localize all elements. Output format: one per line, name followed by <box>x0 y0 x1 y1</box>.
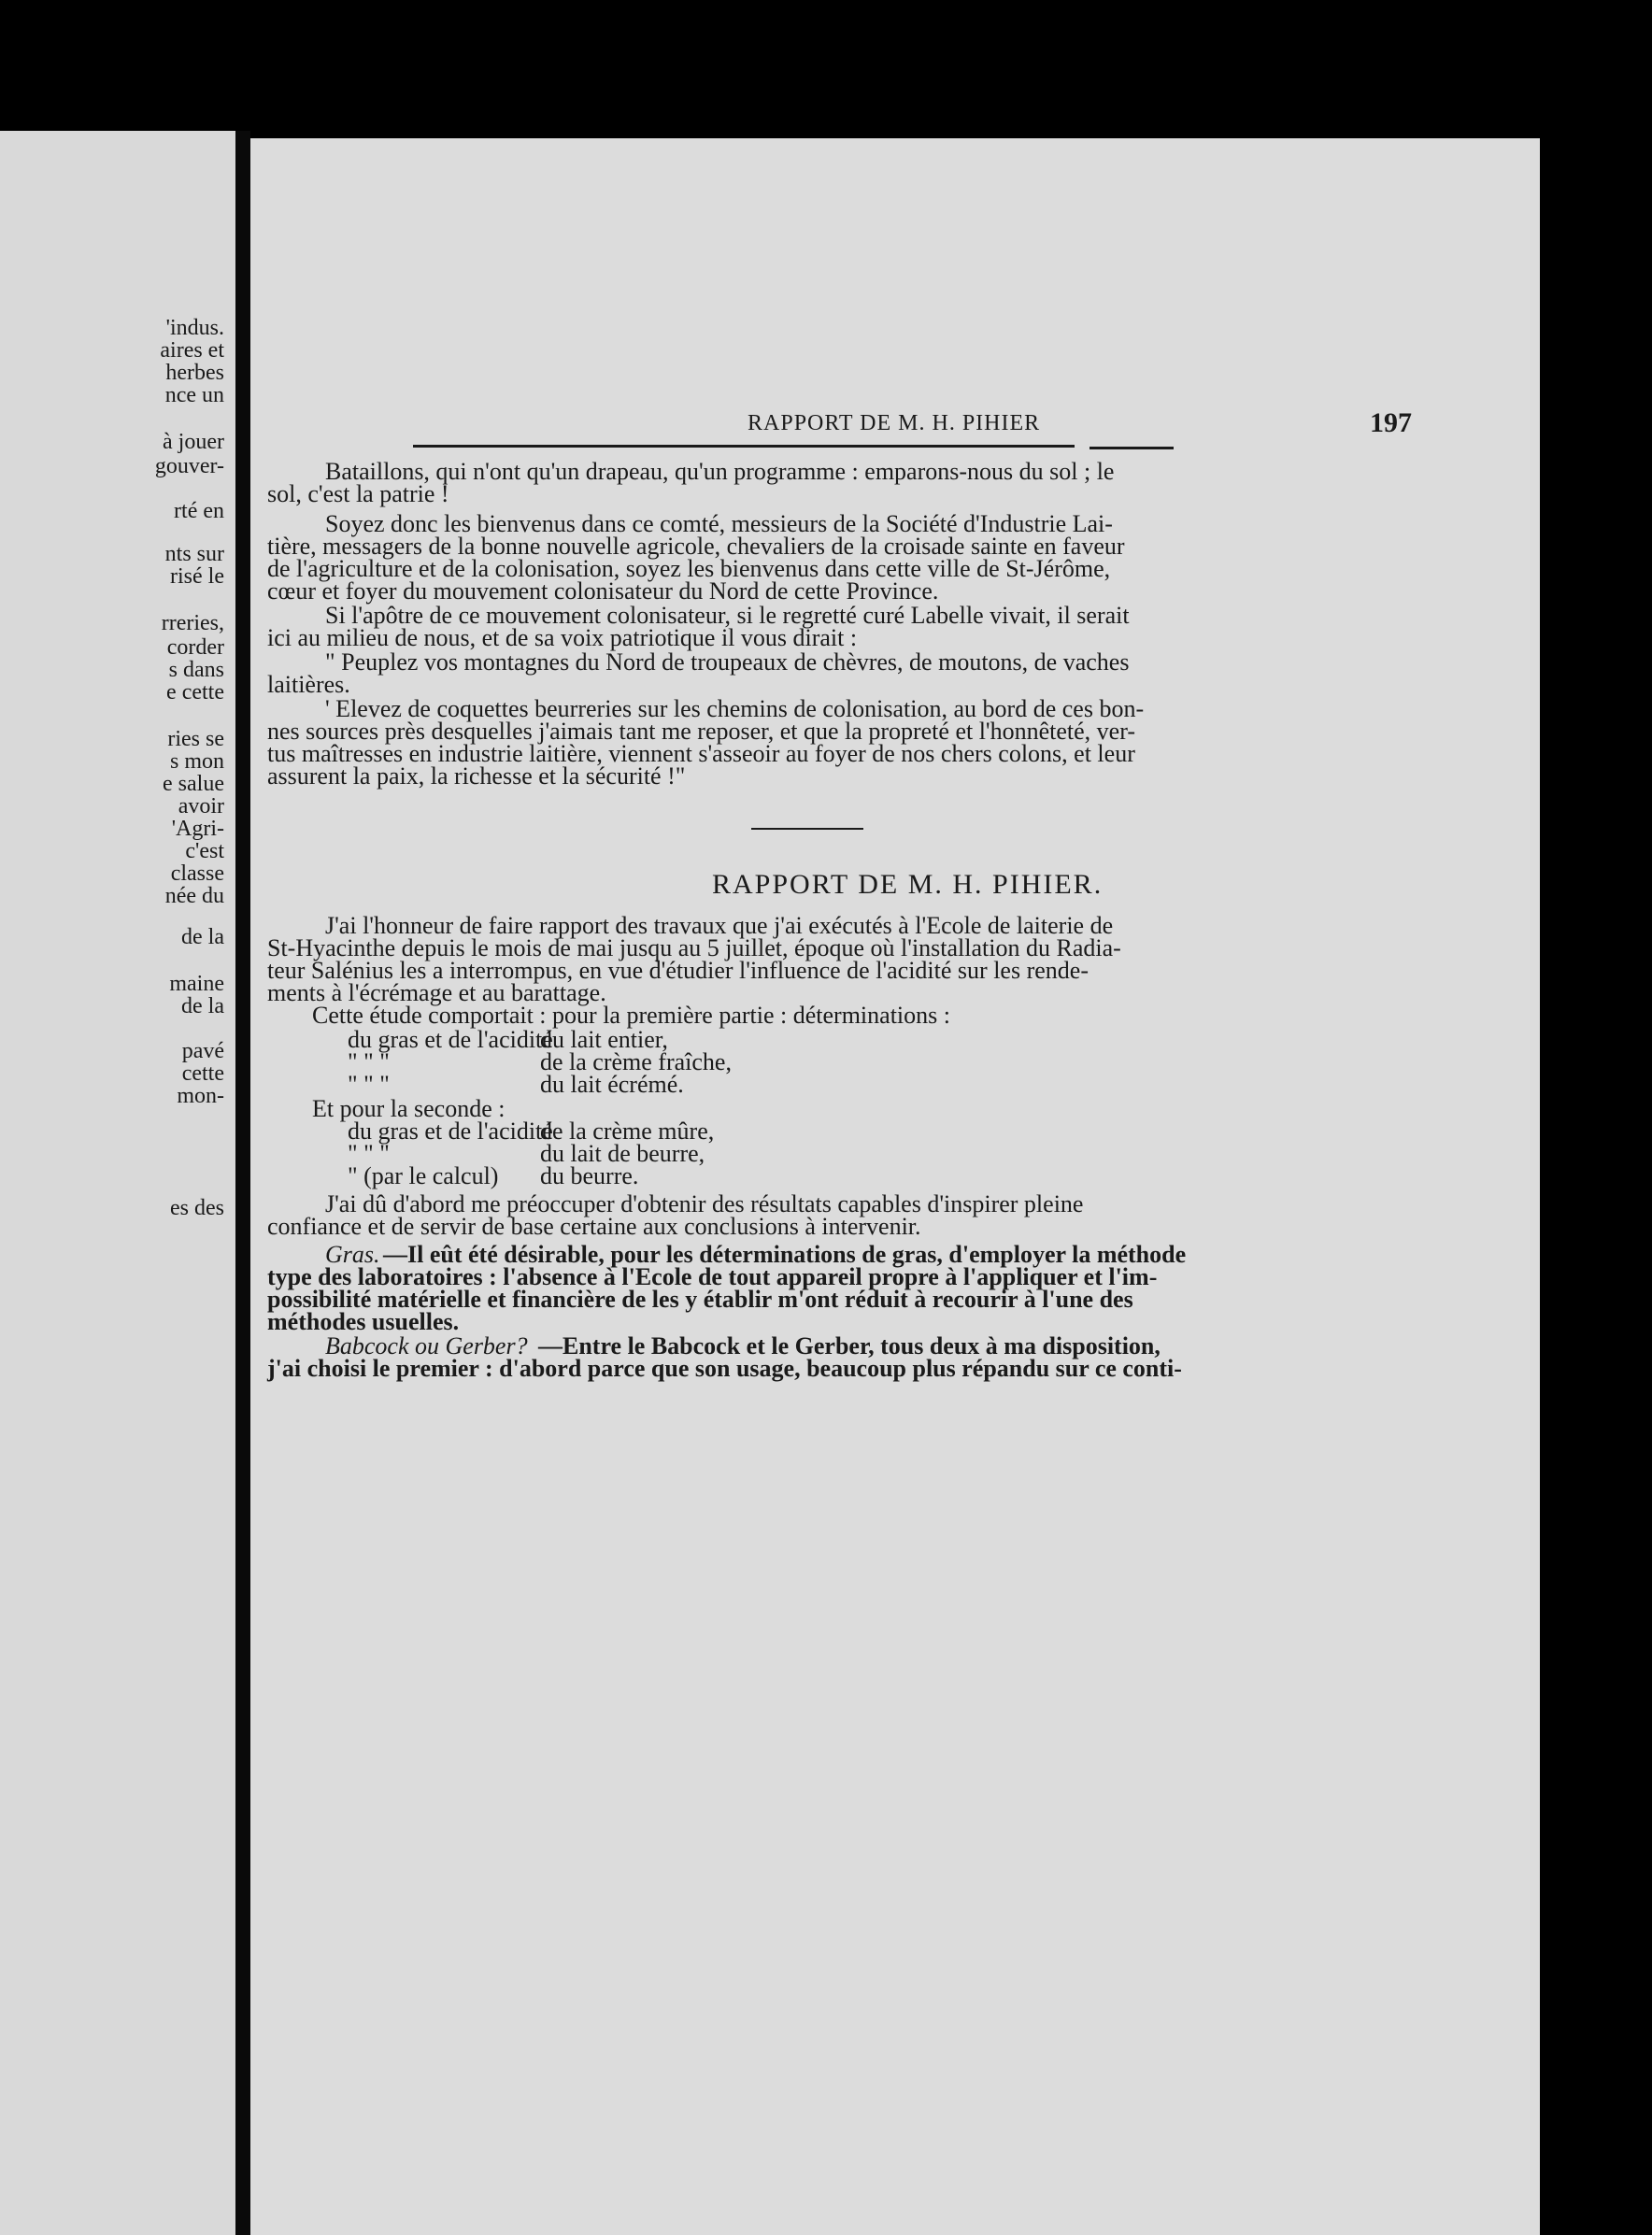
left-page-fragment-line: es des <box>170 1196 224 1220</box>
book-gutter <box>235 131 250 2235</box>
running-head: RAPPORT DE M. H. PIHIER <box>748 411 1041 435</box>
report-title: RAPPORT DE M. H. PIHIER. <box>712 869 1104 900</box>
text-line: du gras et de l'acidité <box>348 1118 553 1145</box>
left-page-fragment-line: nce un <box>164 383 224 407</box>
text-line: —Entre le Babcock et le Gerber, tous deux à ma disposition, <box>538 1332 1161 1360</box>
text-line: du beurre. <box>540 1162 639 1189</box>
text-line: " (par le calcul) <box>348 1162 499 1189</box>
text-line: Soyez donc les bienvenus dans ce comté, messieurs de la Société d'Industrie Lai- <box>325 510 1113 537</box>
left-page-fragment-line: s mon <box>169 749 224 774</box>
text-line: de la crème mûre, <box>540 1118 715 1145</box>
text-line: ' Elevez de coquettes beurreries sur les chemins de colonisation, au bord de ces bon- <box>325 695 1145 722</box>
text-line: J'ai dû d'abord me préoccuper d'obtenir des résultats capables d'inspirer pleine <box>325 1190 1084 1217</box>
left-page-fragment-line: risé le <box>170 564 224 589</box>
text-line: Bataillons, qui n'ont qu'un drapeau, qu'un programme : emparons-nous du sol ; le <box>325 458 1115 485</box>
left-page-fragment-line: à jouer <box>163 430 224 454</box>
left-page-fragment-line: mon- <box>177 1084 224 1108</box>
left-page-fragment <box>0 131 235 2235</box>
left-page-fragment-line: avoir <box>178 794 224 819</box>
text-line: j'ai choisi le premier : d'abord parce que son usage, beaucoup plus répandu sur ce conti- <box>267 1355 1182 1382</box>
text-line: —Il eût été désirable, pour les déterminations de gras, d'employer la méthode <box>383 1241 1187 1268</box>
text-line: ici au milieu de nous, et de sa voix patriotique il vous dirait : <box>267 624 858 651</box>
text-line: de la crème fraîche, <box>540 1048 732 1075</box>
left-page-fragment-line: aires et <box>160 338 224 363</box>
left-page-fragment-line: s dans <box>168 658 224 682</box>
text-line: " Peuplez vos montagnes du Nord de troupeaux de chèvres, de moutons, de vaches <box>325 648 1130 676</box>
text-line: tus maîtresses en industrie laitière, viennent s'asseoir au foyer de nos chers colons, et leur <box>267 740 1135 767</box>
text-line: possibilité matérielle et financière de les y établir m'ont réduit à recourir à l'une des <box>267 1286 1133 1313</box>
left-page-fragment-line: c'est <box>185 839 224 863</box>
text-line: du lait de beurre, <box>540 1140 705 1167</box>
page-number: 197 <box>1370 407 1412 438</box>
text-line: laitières. <box>267 671 350 698</box>
text-line: sol, c'est la patrie ! <box>267 480 449 507</box>
text-line: Cette étude comportait : pour la première partie : déterminations : <box>312 1002 950 1029</box>
left-page-fragment-line: e salue <box>163 772 224 796</box>
left-page-fragment-line: pavé <box>181 1039 224 1063</box>
text-line: cœur et foyer du mouvement colonisateur du Nord de cette Province. <box>267 577 939 605</box>
text-line: confiance et de servir de base certaine aux conclusions à intervenir. <box>267 1213 921 1240</box>
left-page-fragment-line: 'Agri- <box>171 817 224 841</box>
left-page-fragment-line: de la <box>181 994 224 1018</box>
text-line: " " " <box>348 1140 390 1167</box>
text-line: Babcock ou Gerber? <box>325 1332 528 1360</box>
text-line: Et pour la seconde : <box>312 1095 506 1122</box>
left-page-fragment-line: nts sur <box>164 542 224 566</box>
text-line: méthodes usuelles. <box>267 1308 460 1335</box>
text-line: J'ai l'honneur de faire rapport des travaux que j'ai exécutés à l'Ecole de laiterie de <box>325 912 1114 939</box>
left-page-fragment-line: 'indus. <box>165 316 224 340</box>
text-line: type des laboratoires : l'absence à l'Ecole de tout appareil propre à l'appliquer et l'im- <box>267 1263 1158 1290</box>
text-line: " " " <box>348 1048 390 1075</box>
text-line: ments à l'écrémage et au barattage. <box>267 979 606 1006</box>
left-page-fragment-line: gouver- <box>154 454 224 478</box>
left-page-fragment-line: maine <box>169 972 224 996</box>
text-line: du lait écrémé. <box>540 1071 684 1098</box>
right-page <box>250 138 1540 2235</box>
text-line: Gras. <box>325 1241 380 1268</box>
text-line: Si l'apôtre de ce mouvement colonisateur, si le regretté curé Labelle vivait, il serait <box>325 602 1130 629</box>
left-page-fragment-line: rreries, <box>161 611 224 635</box>
text-line: tière, messagers de la bonne nouvelle agricole, chevaliers de la croisade sainte en faveur <box>267 533 1125 560</box>
left-page-fragment-line: rté en <box>174 499 224 523</box>
header-rule <box>413 445 1075 448</box>
text-line: de l'agriculture et de la colonisation, soyez les bienvenus dans cette ville de St-Jérôme, <box>267 555 1111 582</box>
left-page-fragment-line: née du <box>164 884 224 908</box>
left-page-fragment-line: e cette <box>166 680 224 705</box>
text-line: teur Salénius les a interrompus, en vue d'étudier l'influence de l'acidité sur les rende- <box>267 957 1089 984</box>
text-line: nes sources près desquelles j'aimais tant me reposer, et que la propreté et l'honnêteté, ver- <box>267 718 1136 745</box>
text-line: " " " <box>348 1071 390 1098</box>
left-page-fragment-line: corder <box>166 635 224 660</box>
text-line: du lait entier, <box>540 1026 668 1053</box>
section-divider <box>751 828 863 830</box>
text-line: St-Hyacinthe depuis le mois de mai jusqu au 5 juillet, époque où l'installation du Radia- <box>267 934 1121 961</box>
text-line: assurent la paix, la richesse et la sécurité !" <box>267 762 686 790</box>
left-page-fragment-line: cette <box>181 1061 224 1086</box>
left-page-fragment-line: herbes <box>165 361 224 385</box>
left-page-fragment-line: ries se <box>167 727 224 751</box>
left-page-fragment-line: de la <box>181 925 224 949</box>
left-page-fragment-line: classe <box>170 861 224 886</box>
text-line: du gras et de l'acidité <box>348 1026 553 1053</box>
header-rule-short <box>1089 447 1174 449</box>
